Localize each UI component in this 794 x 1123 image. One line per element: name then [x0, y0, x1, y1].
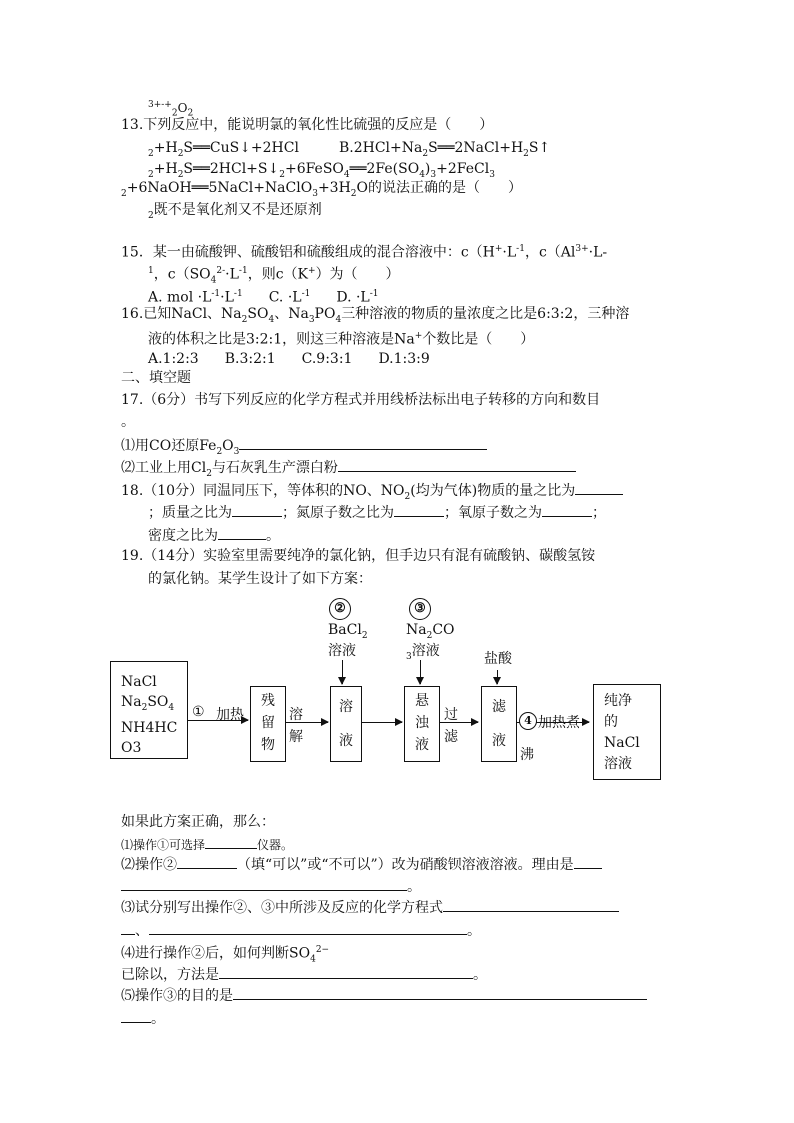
- answer-blank[interactable]: [394, 502, 444, 517]
- flow-solution-box: [330, 686, 362, 762]
- flow-filtrate-box: [481, 686, 517, 762]
- answer-blank[interactable]: [219, 964, 473, 979]
- answer-blank[interactable]: [121, 920, 135, 935]
- flow-start-box: [110, 661, 188, 759]
- flow-end-box: [593, 684, 661, 780]
- flow-solution-char: 溶: [339, 699, 353, 715]
- flow-start-line: O3: [121, 739, 142, 756]
- flow-arrow: [420, 660, 421, 684]
- question-14-line2: $_2$既不是氧化剂又不是还原剂: [148, 202, 322, 221]
- flow-arrow: [342, 660, 343, 684]
- question-16-line1: 16.已知NaCl、$Na_2SO_4$、$Na_3PO_4$三种溶液的物质的量浓度之比是6:3:2，三种溶: [121, 306, 630, 325]
- question-19-intro: 如果此方案正确，那么：: [121, 814, 275, 830]
- flow-suspension-char: 悬: [415, 693, 429, 709]
- flow-dissolve-label: 解: [289, 729, 303, 745]
- question-19-line1: 19.（14分）实验室里需要纯净的氯化钠，但手边只有混有硫酸钠、碳酸氢铵: [121, 548, 596, 564]
- flow-residue-char: 残: [261, 693, 275, 709]
- question-13-stem: 13.下列反应中，能说明氯的氧化性比硫强的反应是（ ）: [121, 117, 494, 133]
- answer-blank[interactable]: [218, 525, 266, 540]
- question-15-line2: $^1$，$c(SO_4^{2-}\cdot L^{-1}$，则c（K+）为（ ）: [148, 266, 400, 286]
- flow-step2-reagent: 溶液: [328, 643, 356, 659]
- answer-blank[interactable]: [443, 897, 619, 912]
- section-heading: 二、填空题: [121, 370, 191, 386]
- answer-blank[interactable]: [121, 876, 407, 891]
- question-17-stem-end: 。: [121, 414, 135, 430]
- question-16-options: A.1:2:3 B.3:2:1 C.9:3:1 D.1:3:9: [148, 351, 430, 367]
- flow-step3-number: ③: [409, 598, 431, 620]
- flow-residue-char: 留: [261, 715, 275, 731]
- question-17-stem: 17.（6分）书写下列反应的化学方程式并用线桥法标出电子转移的方向和数目: [121, 392, 601, 408]
- question-13-options-ab: $_2+H_2S══CuS↓+2HCl$ $B.2HCl+Na_2S══2NaCl+H_2S↑$: [148, 140, 551, 159]
- question-19-part3: ⑶试分别写出操作②、③中所涉及反应的化学方程式: [121, 897, 619, 917]
- question-15-options: A. mol $\cdot L^{-1}\cdot L^{-1}$ C. $\cdot L^{-1}$ D. $\cdot L^{-1}$: [148, 289, 379, 306]
- answer-blank[interactable]: [542, 502, 592, 517]
- answer-blank[interactable]: [338, 457, 576, 472]
- answer-blank[interactable]: [574, 854, 602, 869]
- question-19-part3-cont: 、 。: [121, 920, 481, 940]
- question-19-part4-cont: 已除以，方法是 。: [121, 964, 487, 984]
- flow-step4-label: 加热煮: [538, 715, 580, 731]
- flow-suspension-char: 浊: [415, 715, 429, 731]
- flow-start-line: NaCl: [121, 674, 157, 690]
- flow-end-line: 的: [604, 714, 618, 730]
- flow-start-line: NH4HC: [121, 719, 178, 736]
- flow-end-line: 纯净: [604, 693, 632, 709]
- question-19-line2: 的氯化钠。某学生设计了如下方案：: [148, 571, 372, 587]
- question-14-line1: $_2+6NaOH══5NaCl+NaClO_3+3H_2O$的说法正确的是（ ）: [121, 180, 523, 199]
- question-19-part5-cont: 。: [121, 1008, 165, 1028]
- question-19-part2: ⑵操作② （填“可以”或“不可以”）改为硝酸钡溶液溶液。理由是: [121, 854, 602, 874]
- question-17-part1: ⑴用CO还原$Fe_2O_3$: [121, 435, 487, 461]
- question-19-part2-cont: 。: [121, 876, 421, 896]
- flow-filtrate-char: 液: [492, 733, 506, 749]
- flow-end-line: NaCl: [604, 735, 640, 751]
- answer-blank[interactable]: [205, 834, 257, 849]
- answer-blank[interactable]: [177, 854, 237, 869]
- flow-residue-char: 物: [261, 737, 275, 753]
- question-19-part5: ⑸操作③的目的是: [121, 985, 647, 1005]
- flow-residue-box: [250, 686, 286, 762]
- answer-blank[interactable]: [575, 480, 623, 495]
- question-18-line3: 密度之比为 。: [148, 525, 280, 545]
- flow-step1-number: ①: [192, 704, 205, 720]
- flow-filter-label: 滤: [444, 729, 458, 745]
- flow-filtrate-char: 滤: [492, 699, 506, 715]
- flow-arrow: [497, 670, 498, 684]
- flow-step3-reagent: $_3$溶液: [406, 643, 440, 662]
- question-16-line2: 液的体积之比是3:2:1，则这三种溶液是Na+个数比是（ ）: [148, 331, 535, 348]
- answer-blank[interactable]: [121, 1008, 151, 1023]
- flow-step2-reagent: BaCl$_2$: [328, 622, 368, 641]
- question-15-line1: 15．某一由硫酸钾、硫酸铝和硫酸组成的混合溶液中：$c(H^+\cdot L^{-1}$，$c(Al^{3+}\cdot L-$: [121, 244, 608, 261]
- answer-blank[interactable]: [149, 920, 467, 935]
- flow-suspension-box: [404, 686, 440, 762]
- question-18-line2: ；质量之比为 ；氮原子数之比为 ；氧原子数之为 ；: [148, 502, 606, 522]
- answer-blank[interactable]: [232, 502, 282, 517]
- top-fragment: $^{3+-+}_2O_2$: [148, 100, 194, 119]
- question-19-part1: ⑴操作①可选择 仪器。: [121, 834, 293, 854]
- flow-end-line: 溶液: [604, 756, 632, 772]
- flow-suspension-char: 液: [415, 737, 429, 753]
- flow-hcl-label: 盐酸: [484, 651, 512, 667]
- answer-blank[interactable]: [239, 435, 487, 450]
- flow-step1-label: 加热: [216, 707, 244, 723]
- question-13-options-cd: $_2+H_2S══2HCl+S↓_2+6FeSO_4══2Fe(SO_4)_3+2FeCl_3$: [148, 161, 495, 180]
- flow-step4-label: 沸: [520, 747, 534, 763]
- question-17-part2: ⑵工业上用$Cl_2$与石灰乳生产漂白粉: [121, 457, 576, 483]
- flow-step2-number: ②: [329, 598, 351, 620]
- flow-filter-label: 过: [444, 707, 458, 723]
- question-19-part4: ⑷进行操作②后，如何判断$SO_4^{2-}$: [121, 945, 330, 965]
- flow-dissolve-label: 溶: [289, 707, 303, 723]
- flow-start-line: $Na_2SO_4$: [121, 694, 175, 713]
- flow-step4-number: 4: [519, 712, 537, 730]
- question-18-line1: 18.（10分）同温同压下，等体积的NO、$NO_2$(均为气体)物质的量之比为: [121, 480, 623, 506]
- flow-arrow: [362, 722, 402, 723]
- flow-solution-char: 液: [339, 733, 353, 749]
- flow-step3-reagent: $Na_2CO$: [406, 622, 455, 641]
- answer-blank[interactable]: [233, 985, 647, 1000]
